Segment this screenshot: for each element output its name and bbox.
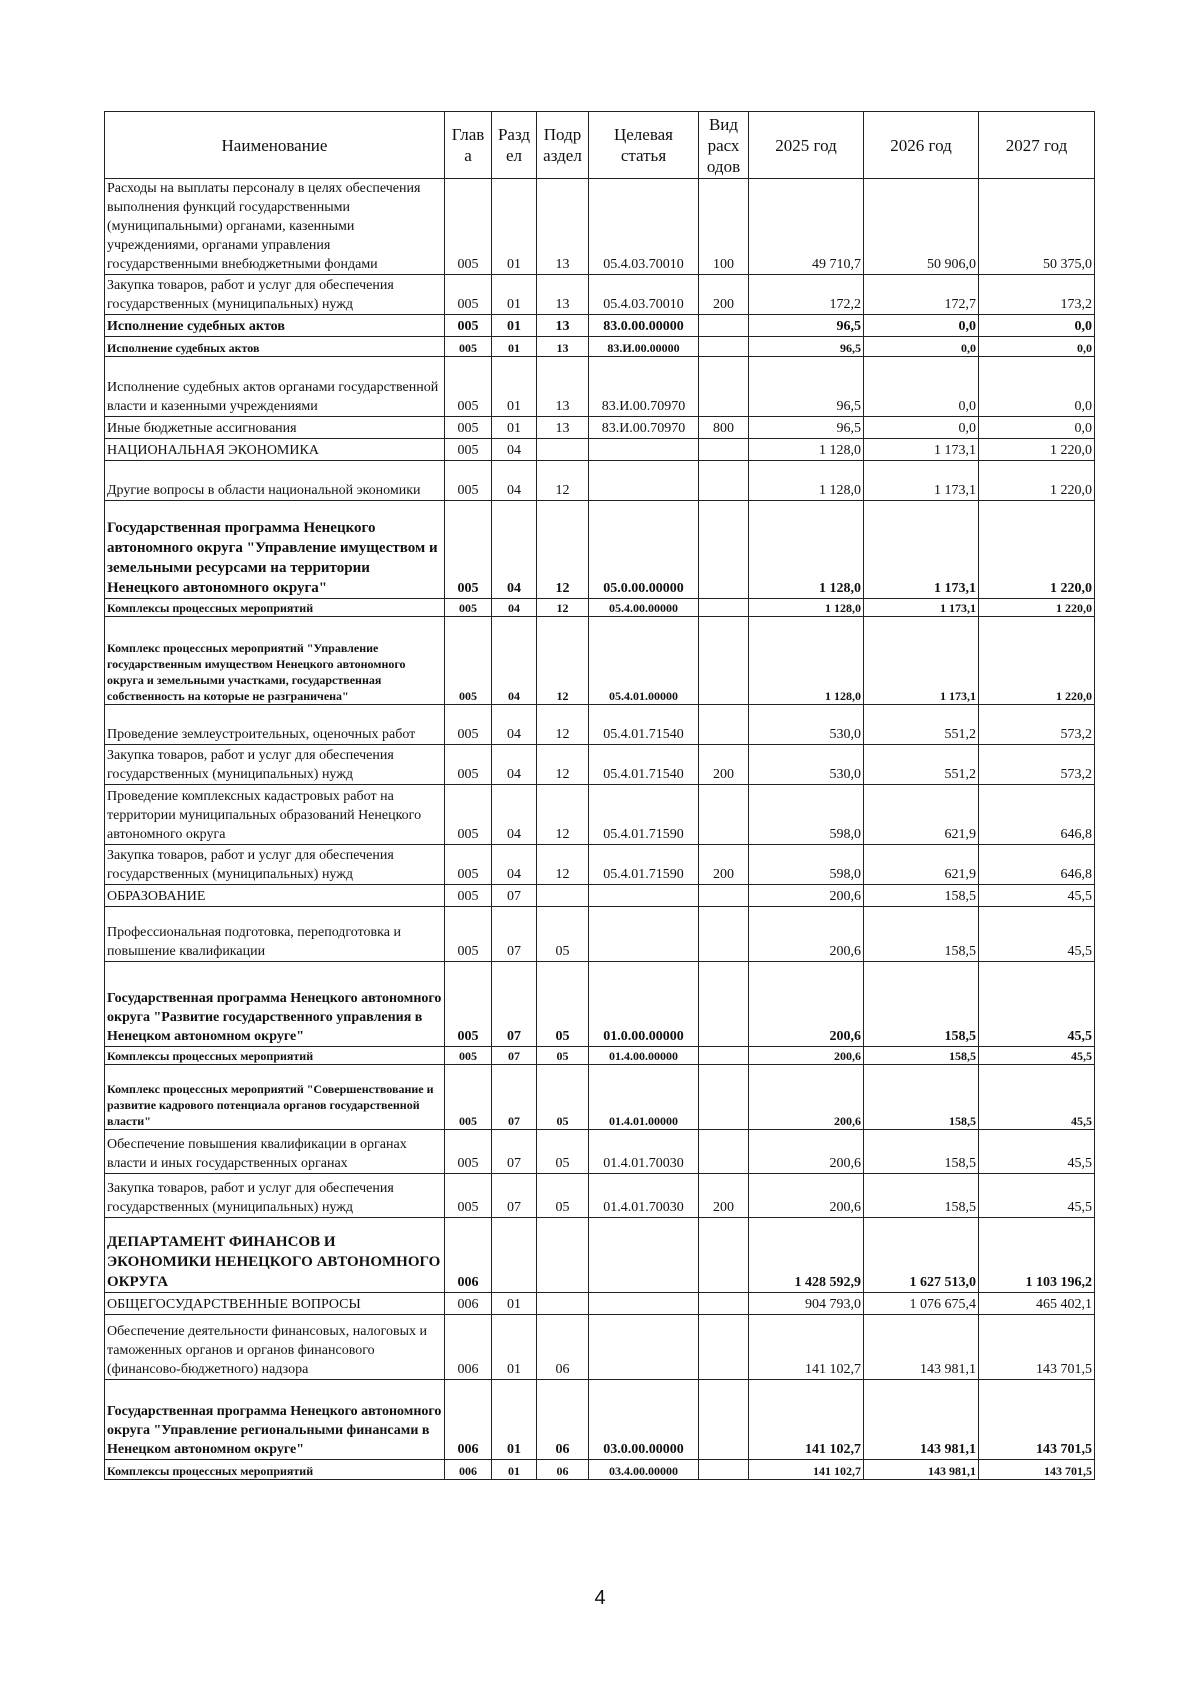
cell-glava: 005: [445, 1130, 492, 1174]
cell-razdel: 01: [492, 337, 537, 357]
cell-vid-rashodov: [699, 1460, 749, 1480]
page-number: 4: [594, 1587, 606, 1609]
cell-celevaya-statya: [589, 1315, 699, 1380]
cell-glava: 005: [445, 845, 492, 885]
table-row: [105, 417, 1095, 439]
cell-name: Исполнение судебных актов: [105, 315, 445, 337]
cell-2027: 1 220,0: [979, 599, 1095, 617]
cell-2025: 1 128,0: [749, 439, 864, 461]
cell-razdel: 04: [492, 599, 537, 617]
cell-razdel: 07: [492, 907, 537, 962]
cell-podrazdel: [537, 1218, 589, 1293]
cell-razdel: 01: [492, 1380, 537, 1460]
cell-name: ДЕПАРТАМЕНТ ФИНАНСОВ И ЭКОНОМИКИ НЕНЕЦКОГО АВТОНОМНОГО ОКРУГА: [105, 1218, 445, 1293]
cell-2027: 45,5: [979, 1047, 1095, 1065]
table-row: [105, 617, 1095, 705]
table-row: [105, 179, 1095, 275]
cell-celevaya-statya: 05.4.01.71540: [589, 705, 699, 745]
cell-celevaya-statya: 01.0.00.00000: [589, 962, 699, 1047]
cell-podrazdel: 13: [537, 417, 589, 439]
cell-2025: 96,5: [749, 417, 864, 439]
cell-razdel: 01: [492, 1293, 537, 1315]
cell-2025: 1 128,0: [749, 617, 864, 705]
cell-podrazdel: 12: [537, 745, 589, 785]
header-year-2025: 2025 год: [749, 112, 864, 179]
cell-2026: 172,7: [864, 275, 979, 315]
cell-2025: 200,6: [749, 962, 864, 1047]
cell-2025: 96,5: [749, 337, 864, 357]
cell-celevaya-statya: [589, 885, 699, 907]
cell-podrazdel: [537, 885, 589, 907]
cell-2025: 530,0: [749, 745, 864, 785]
header-vid-rashodov: Вид расх одов: [699, 112, 749, 179]
cell-name: Расходы на выплаты персоналу в целях обеспечения выполнения функций государственными (муниципальными) органами, казенными учреждениями, органами управления государственными внебюджетными фондами: [105, 179, 445, 275]
cell-2025: 49 710,7: [749, 179, 864, 275]
cell-2027: 1 220,0: [979, 501, 1095, 599]
cell-podrazdel: 13: [537, 357, 589, 417]
cell-podrazdel: 06: [537, 1315, 589, 1380]
cell-glava: 006: [445, 1218, 492, 1293]
cell-2025: 530,0: [749, 705, 864, 745]
cell-2026: 143 981,1: [864, 1460, 979, 1480]
cell-2025: 1 128,0: [749, 501, 864, 599]
cell-2026: 158,5: [864, 1174, 979, 1218]
cell-vid-rashodov: [699, 599, 749, 617]
cell-vid-rashodov: 200: [699, 1174, 749, 1218]
cell-2027: 1 220,0: [979, 617, 1095, 705]
cell-glava: 005: [445, 461, 492, 501]
table-row: [105, 1174, 1095, 1218]
cell-2027: 50 375,0: [979, 179, 1095, 275]
cell-podrazdel: 13: [537, 275, 589, 315]
cell-razdel: 04: [492, 439, 537, 461]
cell-glava: 005: [445, 617, 492, 705]
budget-table: [104, 111, 1095, 1480]
cell-glava: 005: [445, 907, 492, 962]
table-row: [105, 1293, 1095, 1315]
cell-podrazdel: [537, 1293, 589, 1315]
cell-2026: 158,5: [864, 907, 979, 962]
cell-glava: 005: [445, 599, 492, 617]
table-row: [105, 1460, 1095, 1480]
cell-2025: 200,6: [749, 885, 864, 907]
cell-glava: 005: [445, 275, 492, 315]
cell-razdel: 01: [492, 275, 537, 315]
cell-2027: 573,2: [979, 705, 1095, 745]
table-row: [105, 745, 1095, 785]
cell-2026: 143 981,1: [864, 1315, 979, 1380]
cell-vid-rashodov: [699, 907, 749, 962]
cell-2025: 200,6: [749, 1047, 864, 1065]
cell-2025: 904 793,0: [749, 1293, 864, 1315]
cell-vid-rashodov: 100: [699, 179, 749, 275]
cell-2027: 45,5: [979, 885, 1095, 907]
cell-podrazdel: 12: [537, 705, 589, 745]
table-row: [105, 501, 1095, 599]
cell-celevaya-statya: [589, 907, 699, 962]
cell-podrazdel: 06: [537, 1380, 589, 1460]
cell-glava: 005: [445, 357, 492, 417]
cell-razdel: 01: [492, 1315, 537, 1380]
cell-vid-rashodov: [699, 1218, 749, 1293]
cell-vid-rashodov: [699, 885, 749, 907]
table-row: [105, 907, 1095, 962]
cell-razdel: 01: [492, 1460, 537, 1480]
cell-razdel: 07: [492, 885, 537, 907]
cell-razdel: 04: [492, 745, 537, 785]
cell-razdel: 01: [492, 315, 537, 337]
cell-2026: 1 173,1: [864, 617, 979, 705]
cell-name: Обеспечение деятельности финансовых, налоговых и таможенных органов и органов финансового (финансово-бюджетного) надзора: [105, 1315, 445, 1380]
cell-2025: 598,0: [749, 845, 864, 885]
cell-glava: 006: [445, 1293, 492, 1315]
cell-podrazdel: 12: [537, 845, 589, 885]
table-row: [105, 1218, 1095, 1293]
cell-2025: 1 128,0: [749, 461, 864, 501]
cell-celevaya-statya: 05.4.00.00000: [589, 599, 699, 617]
table-row: [105, 461, 1095, 501]
cell-2026: 0,0: [864, 357, 979, 417]
cell-2027: 143 701,5: [979, 1460, 1095, 1480]
cell-2026: 551,2: [864, 745, 979, 785]
cell-2026: 621,9: [864, 845, 979, 885]
cell-glava: 006: [445, 1380, 492, 1460]
cell-2027: 45,5: [979, 962, 1095, 1047]
table-body: [105, 179, 1095, 1480]
table-row: [105, 885, 1095, 907]
header-name: Наименование: [105, 112, 445, 179]
cell-podrazdel: 05: [537, 1130, 589, 1174]
cell-celevaya-statya: 83.0.00.00000: [589, 315, 699, 337]
cell-name: Комплекс процессных мероприятий "Управление государственным имуществом Ненецкого автономного округа и земельными участками, государственная собственность на которые не разграничена": [105, 617, 445, 705]
cell-2027: 646,8: [979, 785, 1095, 845]
header-celevaya-statya: Целевая статья: [589, 112, 699, 179]
cell-podrazdel: 06: [537, 1460, 589, 1480]
cell-vid-rashodov: [699, 785, 749, 845]
cell-razdel: 07: [492, 962, 537, 1047]
cell-2026: 158,5: [864, 962, 979, 1047]
cell-2027: 0,0: [979, 357, 1095, 417]
cell-name: Профессиональная подготовка, переподготовка и повышение квалификации: [105, 907, 445, 962]
cell-name: ОБРАЗОВАНИЕ: [105, 885, 445, 907]
cell-name: Исполнение судебных актов органами государственной власти и казенными учреждениями: [105, 357, 445, 417]
cell-celevaya-statya: [589, 1218, 699, 1293]
cell-vid-rashodov: [699, 461, 749, 501]
cell-2026: 551,2: [864, 705, 979, 745]
cell-vid-rashodov: [699, 501, 749, 599]
cell-podrazdel: 05: [537, 1174, 589, 1218]
cell-2025: 1 128,0: [749, 599, 864, 617]
cell-name: Государственная программа Ненецкого автономного округа "Управление региональными финансами в Ненецком автономном округе": [105, 1380, 445, 1460]
cell-2027: 143 701,5: [979, 1315, 1095, 1380]
cell-glava: 006: [445, 1315, 492, 1380]
cell-glava: 005: [445, 439, 492, 461]
cell-razdel: [492, 1218, 537, 1293]
budget-table-sheet: [104, 111, 1094, 1480]
cell-glava: 005: [445, 705, 492, 745]
cell-vid-rashodov: [699, 1065, 749, 1130]
cell-glava: 005: [445, 1174, 492, 1218]
cell-vid-rashodov: [699, 439, 749, 461]
cell-glava: 006: [445, 1460, 492, 1480]
table-row: [105, 1065, 1095, 1130]
cell-glava: 005: [445, 1065, 492, 1130]
cell-2027: 1 220,0: [979, 439, 1095, 461]
cell-razdel: 04: [492, 617, 537, 705]
cell-2027: 465 402,1: [979, 1293, 1095, 1315]
cell-vid-rashodov: [699, 1130, 749, 1174]
cell-name: Закупка товаров, работ и услуг для обеспечения государственных (муниципальных) нужд: [105, 745, 445, 785]
cell-celevaya-statya: 05.0.00.00000: [589, 501, 699, 599]
cell-podrazdel: [537, 439, 589, 461]
cell-2027: 0,0: [979, 337, 1095, 357]
cell-2026: 50 906,0: [864, 179, 979, 275]
cell-name: Проведение комплексных кадастровых работ на территории муниципальных образований Ненецкого автономного округа: [105, 785, 445, 845]
cell-2027: 45,5: [979, 1065, 1095, 1130]
cell-celevaya-statya: 03.4.00.00000: [589, 1460, 699, 1480]
cell-razdel: 07: [492, 1130, 537, 1174]
cell-vid-rashodov: 200: [699, 275, 749, 315]
table-row: [105, 599, 1095, 617]
cell-2026: 158,5: [864, 885, 979, 907]
cell-celevaya-statya: 83.И.00.70970: [589, 357, 699, 417]
cell-2026: 621,9: [864, 785, 979, 845]
table-row: [105, 1047, 1095, 1065]
cell-celevaya-statya: 01.4.01.00000: [589, 1065, 699, 1130]
cell-name: Закупка товаров, работ и услуг для обеспечения государственных (муниципальных) нужд: [105, 1174, 445, 1218]
cell-vid-rashodov: 800: [699, 417, 749, 439]
cell-2025: 1 428 592,9: [749, 1218, 864, 1293]
cell-celevaya-statya: 05.4.01.00000: [589, 617, 699, 705]
cell-name: Другие вопросы в области национальной экономики: [105, 461, 445, 501]
cell-name: Комплекс процессных мероприятий "Совершенствование и развитие кадрового потенциала органов государственной власти": [105, 1065, 445, 1130]
cell-2025: 200,6: [749, 907, 864, 962]
cell-2027: 45,5: [979, 1174, 1095, 1218]
cell-glava: 005: [445, 337, 492, 357]
cell-vid-rashodov: [699, 962, 749, 1047]
cell-name: ОБЩЕГОСУДАРСТВЕННЫЕ ВОПРОСЫ: [105, 1293, 445, 1315]
cell-celevaya-statya: 01.4.01.70030: [589, 1174, 699, 1218]
cell-celevaya-statya: 05.4.03.70010: [589, 179, 699, 275]
cell-podrazdel: 05: [537, 1047, 589, 1065]
cell-podrazdel: 05: [537, 1065, 589, 1130]
cell-razdel: 04: [492, 461, 537, 501]
cell-razdel: 07: [492, 1047, 537, 1065]
cell-2027: 573,2: [979, 745, 1095, 785]
cell-podrazdel: 13: [537, 337, 589, 357]
cell-podrazdel: 13: [537, 315, 589, 337]
table-row: [105, 275, 1095, 315]
table-row: [105, 439, 1095, 461]
cell-podrazdel: 12: [537, 617, 589, 705]
cell-celevaya-statya: [589, 439, 699, 461]
cell-name: Иные бюджетные ассигнования: [105, 417, 445, 439]
table-row: [105, 337, 1095, 357]
cell-vid-rashodov: [699, 617, 749, 705]
cell-vid-rashodov: [699, 705, 749, 745]
cell-celevaya-statya: [589, 1293, 699, 1315]
cell-name: Комплексы процессных мероприятий: [105, 1460, 445, 1480]
cell-razdel: 07: [492, 1174, 537, 1218]
header-razdel: Разд ел: [492, 112, 537, 179]
cell-name: Проведение землеустроительных, оценочных работ: [105, 705, 445, 745]
cell-celevaya-statya: 01.4.01.70030: [589, 1130, 699, 1174]
cell-glava: 005: [445, 417, 492, 439]
cell-2026: 0,0: [864, 417, 979, 439]
cell-celevaya-statya: 83.И.00.70970: [589, 417, 699, 439]
table-header-row: [105, 112, 1095, 179]
cell-podrazdel: 12: [537, 785, 589, 845]
cell-celevaya-statya: 03.0.00.00000: [589, 1380, 699, 1460]
cell-2027: 45,5: [979, 907, 1095, 962]
cell-vid-rashodov: [699, 315, 749, 337]
cell-celevaya-statya: 05.4.01.71540: [589, 745, 699, 785]
cell-vid-rashodov: 200: [699, 845, 749, 885]
cell-glava: 005: [445, 501, 492, 599]
table-row: [105, 315, 1095, 337]
cell-podrazdel: 05: [537, 907, 589, 962]
cell-2025: 200,6: [749, 1174, 864, 1218]
cell-razdel: 01: [492, 179, 537, 275]
cell-vid-rashodov: [699, 1315, 749, 1380]
cell-2025: 598,0: [749, 785, 864, 845]
cell-2026: 158,5: [864, 1065, 979, 1130]
cell-name: Закупка товаров, работ и услуг для обеспечения государственных (муниципальных) нужд: [105, 275, 445, 315]
cell-2027: 1 220,0: [979, 461, 1095, 501]
header-podrazdel: Подр аздел: [537, 112, 589, 179]
cell-2027: 45,5: [979, 1130, 1095, 1174]
cell-razdel: 01: [492, 417, 537, 439]
cell-2027: 1 103 196,2: [979, 1218, 1095, 1293]
cell-name: Обеспечение повышения квалификации в органах власти и иных государственных органах: [105, 1130, 445, 1174]
cell-name: Комплексы процессных мероприятий: [105, 599, 445, 617]
cell-2025: 96,5: [749, 315, 864, 337]
cell-2027: 0,0: [979, 315, 1095, 337]
cell-razdel: 04: [492, 705, 537, 745]
header-year-2027: 2027 год: [979, 112, 1095, 179]
cell-razdel: 04: [492, 501, 537, 599]
cell-glava: 005: [445, 962, 492, 1047]
cell-2026: 1 173,1: [864, 501, 979, 599]
cell-2025: 141 102,7: [749, 1315, 864, 1380]
cell-celevaya-statya: 83.И.00.00000: [589, 337, 699, 357]
cell-2026: 158,5: [864, 1047, 979, 1065]
table-row: [105, 845, 1095, 885]
cell-vid-rashodov: [699, 337, 749, 357]
cell-podrazdel: 13: [537, 179, 589, 275]
cell-2026: 158,5: [864, 1130, 979, 1174]
cell-2026: 1 173,1: [864, 461, 979, 501]
cell-2026: 0,0: [864, 315, 979, 337]
cell-podrazdel: 05: [537, 962, 589, 1047]
cell-2026: 143 981,1: [864, 1380, 979, 1460]
cell-name: Государственная программа Ненецкого автономного округа "Управление имуществом и земельными ресурсами на территории Ненецкого автономного округа": [105, 501, 445, 599]
cell-podrazdel: 12: [537, 461, 589, 501]
cell-vid-rashodov: [699, 1047, 749, 1065]
cell-name: Исполнение судебных актов: [105, 337, 445, 357]
cell-celevaya-statya: 05.4.01.71590: [589, 785, 699, 845]
cell-name: НАЦИОНАЛЬНАЯ ЭКОНОМИКА: [105, 439, 445, 461]
cell-2026: 0,0: [864, 337, 979, 357]
cell-2025: 200,6: [749, 1065, 864, 1130]
cell-razdel: 07: [492, 1065, 537, 1130]
cell-celevaya-statya: 05.4.03.70010: [589, 275, 699, 315]
cell-2027: 646,8: [979, 845, 1095, 885]
header-glava: Глав а: [445, 112, 492, 179]
cell-vid-rashodov: 200: [699, 745, 749, 785]
cell-vid-rashodov: [699, 1380, 749, 1460]
table-row: [105, 1380, 1095, 1460]
table-row: [105, 785, 1095, 845]
cell-celevaya-statya: 05.4.01.71590: [589, 845, 699, 885]
table-row: [105, 1315, 1095, 1380]
cell-razdel: 04: [492, 845, 537, 885]
table-row: [105, 705, 1095, 745]
cell-celevaya-statya: 01.4.00.00000: [589, 1047, 699, 1065]
cell-celevaya-statya: [589, 461, 699, 501]
cell-name: Закупка товаров, работ и услуг для обеспечения государственных (муниципальных) нужд: [105, 845, 445, 885]
cell-2025: 96,5: [749, 357, 864, 417]
cell-2027: 143 701,5: [979, 1380, 1095, 1460]
cell-glava: 005: [445, 179, 492, 275]
cell-glava: 005: [445, 745, 492, 785]
cell-glava: 005: [445, 885, 492, 907]
cell-name: Комплексы процессных мероприятий: [105, 1047, 445, 1065]
cell-razdel: 04: [492, 785, 537, 845]
cell-name: Государственная программа Ненецкого автономного округа "Развитие государственного управления в Ненецком автономном округе": [105, 962, 445, 1047]
cell-vid-rashodov: [699, 1293, 749, 1315]
cell-2026: 1 076 675,4: [864, 1293, 979, 1315]
table-row: [105, 962, 1095, 1047]
cell-vid-rashodov: [699, 357, 749, 417]
cell-2027: 0,0: [979, 417, 1095, 439]
cell-podrazdel: 12: [537, 599, 589, 617]
cell-2026: 1 173,1: [864, 599, 979, 617]
cell-2025: 200,6: [749, 1130, 864, 1174]
cell-glava: 005: [445, 785, 492, 845]
cell-2025: 172,2: [749, 275, 864, 315]
cell-2026: 1 627 513,0: [864, 1218, 979, 1293]
header-year-2026: 2026 год: [864, 112, 979, 179]
table-row: [105, 1130, 1095, 1174]
cell-glava: 005: [445, 315, 492, 337]
cell-glava: 005: [445, 1047, 492, 1065]
table-row: [105, 357, 1095, 417]
cell-2026: 1 173,1: [864, 439, 979, 461]
cell-podrazdel: 12: [537, 501, 589, 599]
cell-razdel: 01: [492, 357, 537, 417]
cell-2027: 173,2: [979, 275, 1095, 315]
cell-2025: 141 102,7: [749, 1460, 864, 1480]
cell-2025: 141 102,7: [749, 1380, 864, 1460]
